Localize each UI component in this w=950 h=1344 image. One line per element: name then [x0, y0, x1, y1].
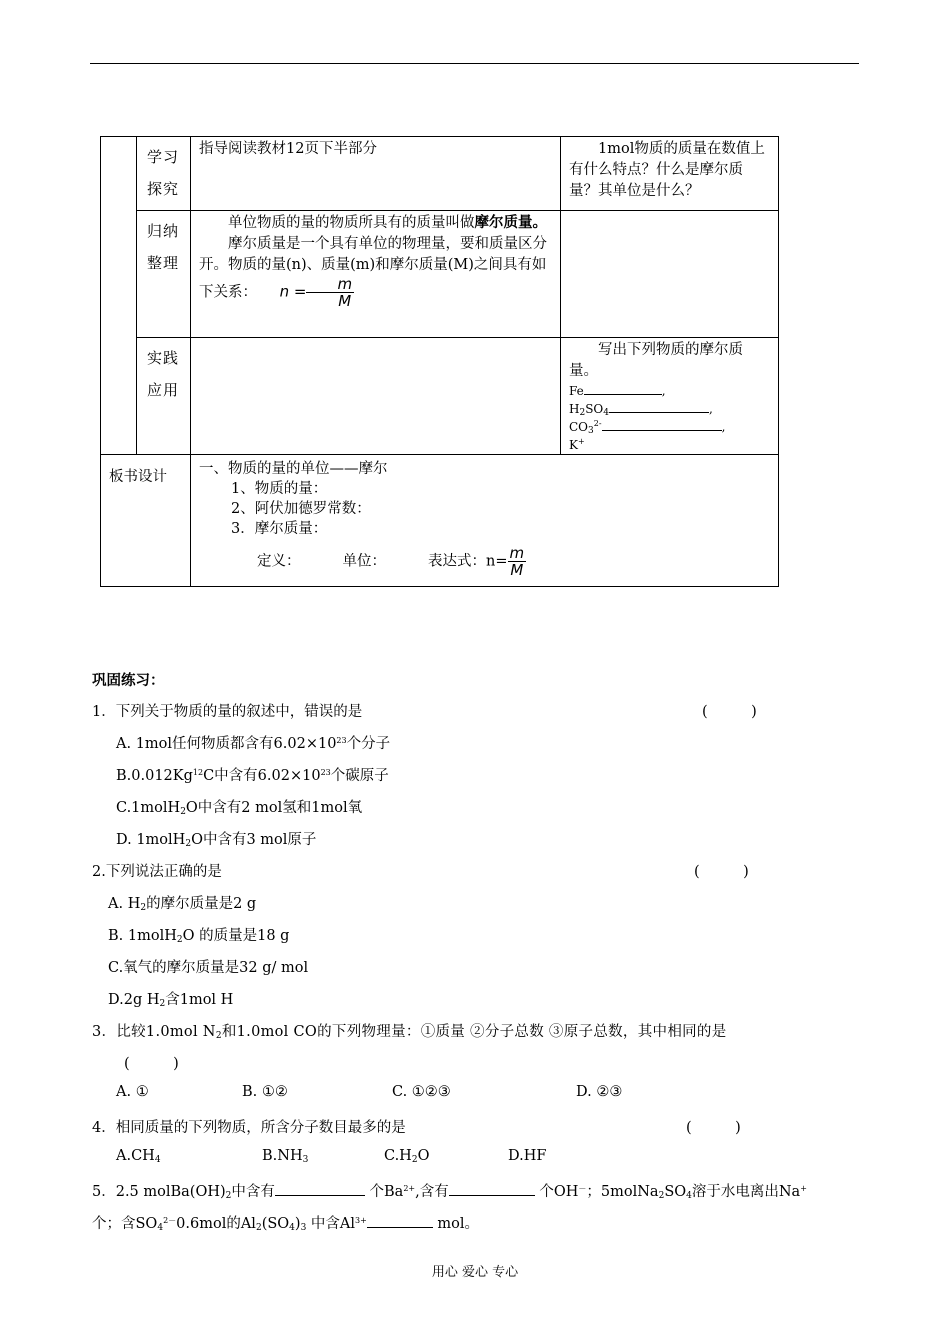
- practice-question: 写出下列物质的摩尔质量。 Fe , $H_2SO_4$ , $CO_3^{2-}$ , K+: [561, 338, 779, 455]
- formula-lhs: n =: [279, 282, 307, 301]
- q1-option-b: B.0.012Kg$^{12}$C中含有$6.02\times 10^{23}$个碳原子: [116, 768, 389, 784]
- q5-blank-1[interactable]: [275, 1185, 365, 1196]
- q2-option-b: B. 1molH$_2$O 的质量是18 g: [108, 928, 290, 945]
- row-label-summary: 归纳 整理: [137, 211, 191, 338]
- q4-option-a: $A.CH_4$: [116, 1148, 161, 1165]
- summary-relation: 摩尔质量是一个具有单位的物理量，要和质量区分开。物质的量(n)、质量(m)和摩尔质量(M)之间具有如下关系： n = $\frac{m}{M}$: [199, 236, 547, 310]
- q2-option-a: A. $H_2$的摩尔质量是2 g: [108, 896, 257, 913]
- q4-paren: ( ): [686, 1120, 741, 1136]
- q3-option-b: B. ①②: [242, 1084, 288, 1100]
- q2-option-c: C.氧气的摩尔质量是32 g/ mol: [108, 960, 309, 976]
- study-content: 指导阅读教材12页下半部分: [191, 137, 561, 211]
- lesson-table: [100, 136, 779, 587]
- q2-paren: ( ): [694, 864, 749, 880]
- q3-option-d: D. ②③: [576, 1084, 623, 1100]
- row-summary: [101, 211, 779, 338]
- board-fraction: $\frac{m}{M}$: [509, 544, 525, 579]
- board-formula-line: 定义： 单位： 表达式：n= $\frac{m}{M}$: [257, 544, 525, 579]
- practice-item-k: K+: [569, 437, 585, 452]
- practice-item-co3: $CO_3^{2-}$ ,: [569, 419, 726, 436]
- q1-option-a: A. 1mol任何物质都含有$6.02\times 10^{23}$个分子: [116, 736, 391, 752]
- q5-blank-3[interactable]: [367, 1217, 433, 1228]
- row-practice: [101, 338, 779, 455]
- summary-content: [191, 211, 561, 338]
- row-label-study: 学习 探究: [137, 137, 191, 211]
- q3-paren: ( ): [124, 1056, 179, 1072]
- header-rule: [90, 63, 859, 64]
- q3-stem: 3．比较1.0mol $N_2$和1.0mol CO的下列物理量：①质量 ②分子总数 ③原子总数，其中相同的是: [92, 1024, 727, 1041]
- q5-line2: 个；含$SO_4^{2-}0.6mol$的$Al_2(SO_4)_3$ 中含$Al^{3+}$ mol。: [92, 1216, 480, 1233]
- board-content: 一、物质的量的单位——摩尔 1、物质的量： 2、阿伏加德罗常数： 3．摩尔质量： 定义： 单位： 表达式：n= $\frac{m}{M}$: [191, 455, 779, 587]
- q4-option-c: $C.H_2O$: [384, 1148, 430, 1165]
- q1-option-c: C.1molH$_2$O中含有2 mol氢和1mol氧: [116, 800, 363, 817]
- practice-item-h2so4: $H_2SO_4$ ,: [569, 402, 713, 418]
- page-footer: 用心 爱心 专心: [431, 1265, 519, 1280]
- q1-stem: 1．下列关于物质的量的叙述中，错误的是: [92, 704, 363, 720]
- q4-stem: 4．相同质量的下列物质，所含分子数目最多的是: [92, 1120, 406, 1136]
- row-label-practice: 实践 应用: [137, 338, 191, 455]
- q5-blank-2[interactable]: [449, 1185, 535, 1196]
- q3-option-a: A. ①: [116, 1084, 149, 1100]
- q1-option-d: D. 1molH$_2$O中含有3 mol原子: [116, 832, 317, 849]
- q4-option-d: D.HF: [508, 1148, 547, 1164]
- q2-stem: 2.下列说法正确的是: [92, 864, 222, 880]
- row-study: [101, 137, 779, 211]
- exercise-title: 巩固练习：: [92, 673, 165, 689]
- q2-option-d: D.2g $H_2$含1mol H: [108, 992, 234, 1009]
- summary-definition: 单位物质的量的物质所具有的质量叫做摩尔质量。: [228, 215, 547, 231]
- q4-option-b: $B.NH_3$: [262, 1148, 309, 1165]
- study-question: 1mol物质的质量在数值上有什么特点？什么是摩尔质量？其单位是什么？: [561, 137, 779, 211]
- practice-item-fe: Fe ,: [569, 384, 666, 398]
- row-board: [101, 455, 779, 587]
- q3-option-c: C. ①②③: [392, 1084, 451, 1100]
- board-label: 板书设计: [101, 455, 191, 587]
- formula-fraction: $\frac{m}{M}$: [306, 276, 354, 309]
- q5-line1: 5．2.5 $molBa(OH)_2$中含有 个$Ba^{2+}$,含有 个OH－；$5molNa_2SO_4$溶于水电离出Na+: [92, 1184, 807, 1201]
- q1-paren: ( ): [702, 704, 757, 720]
